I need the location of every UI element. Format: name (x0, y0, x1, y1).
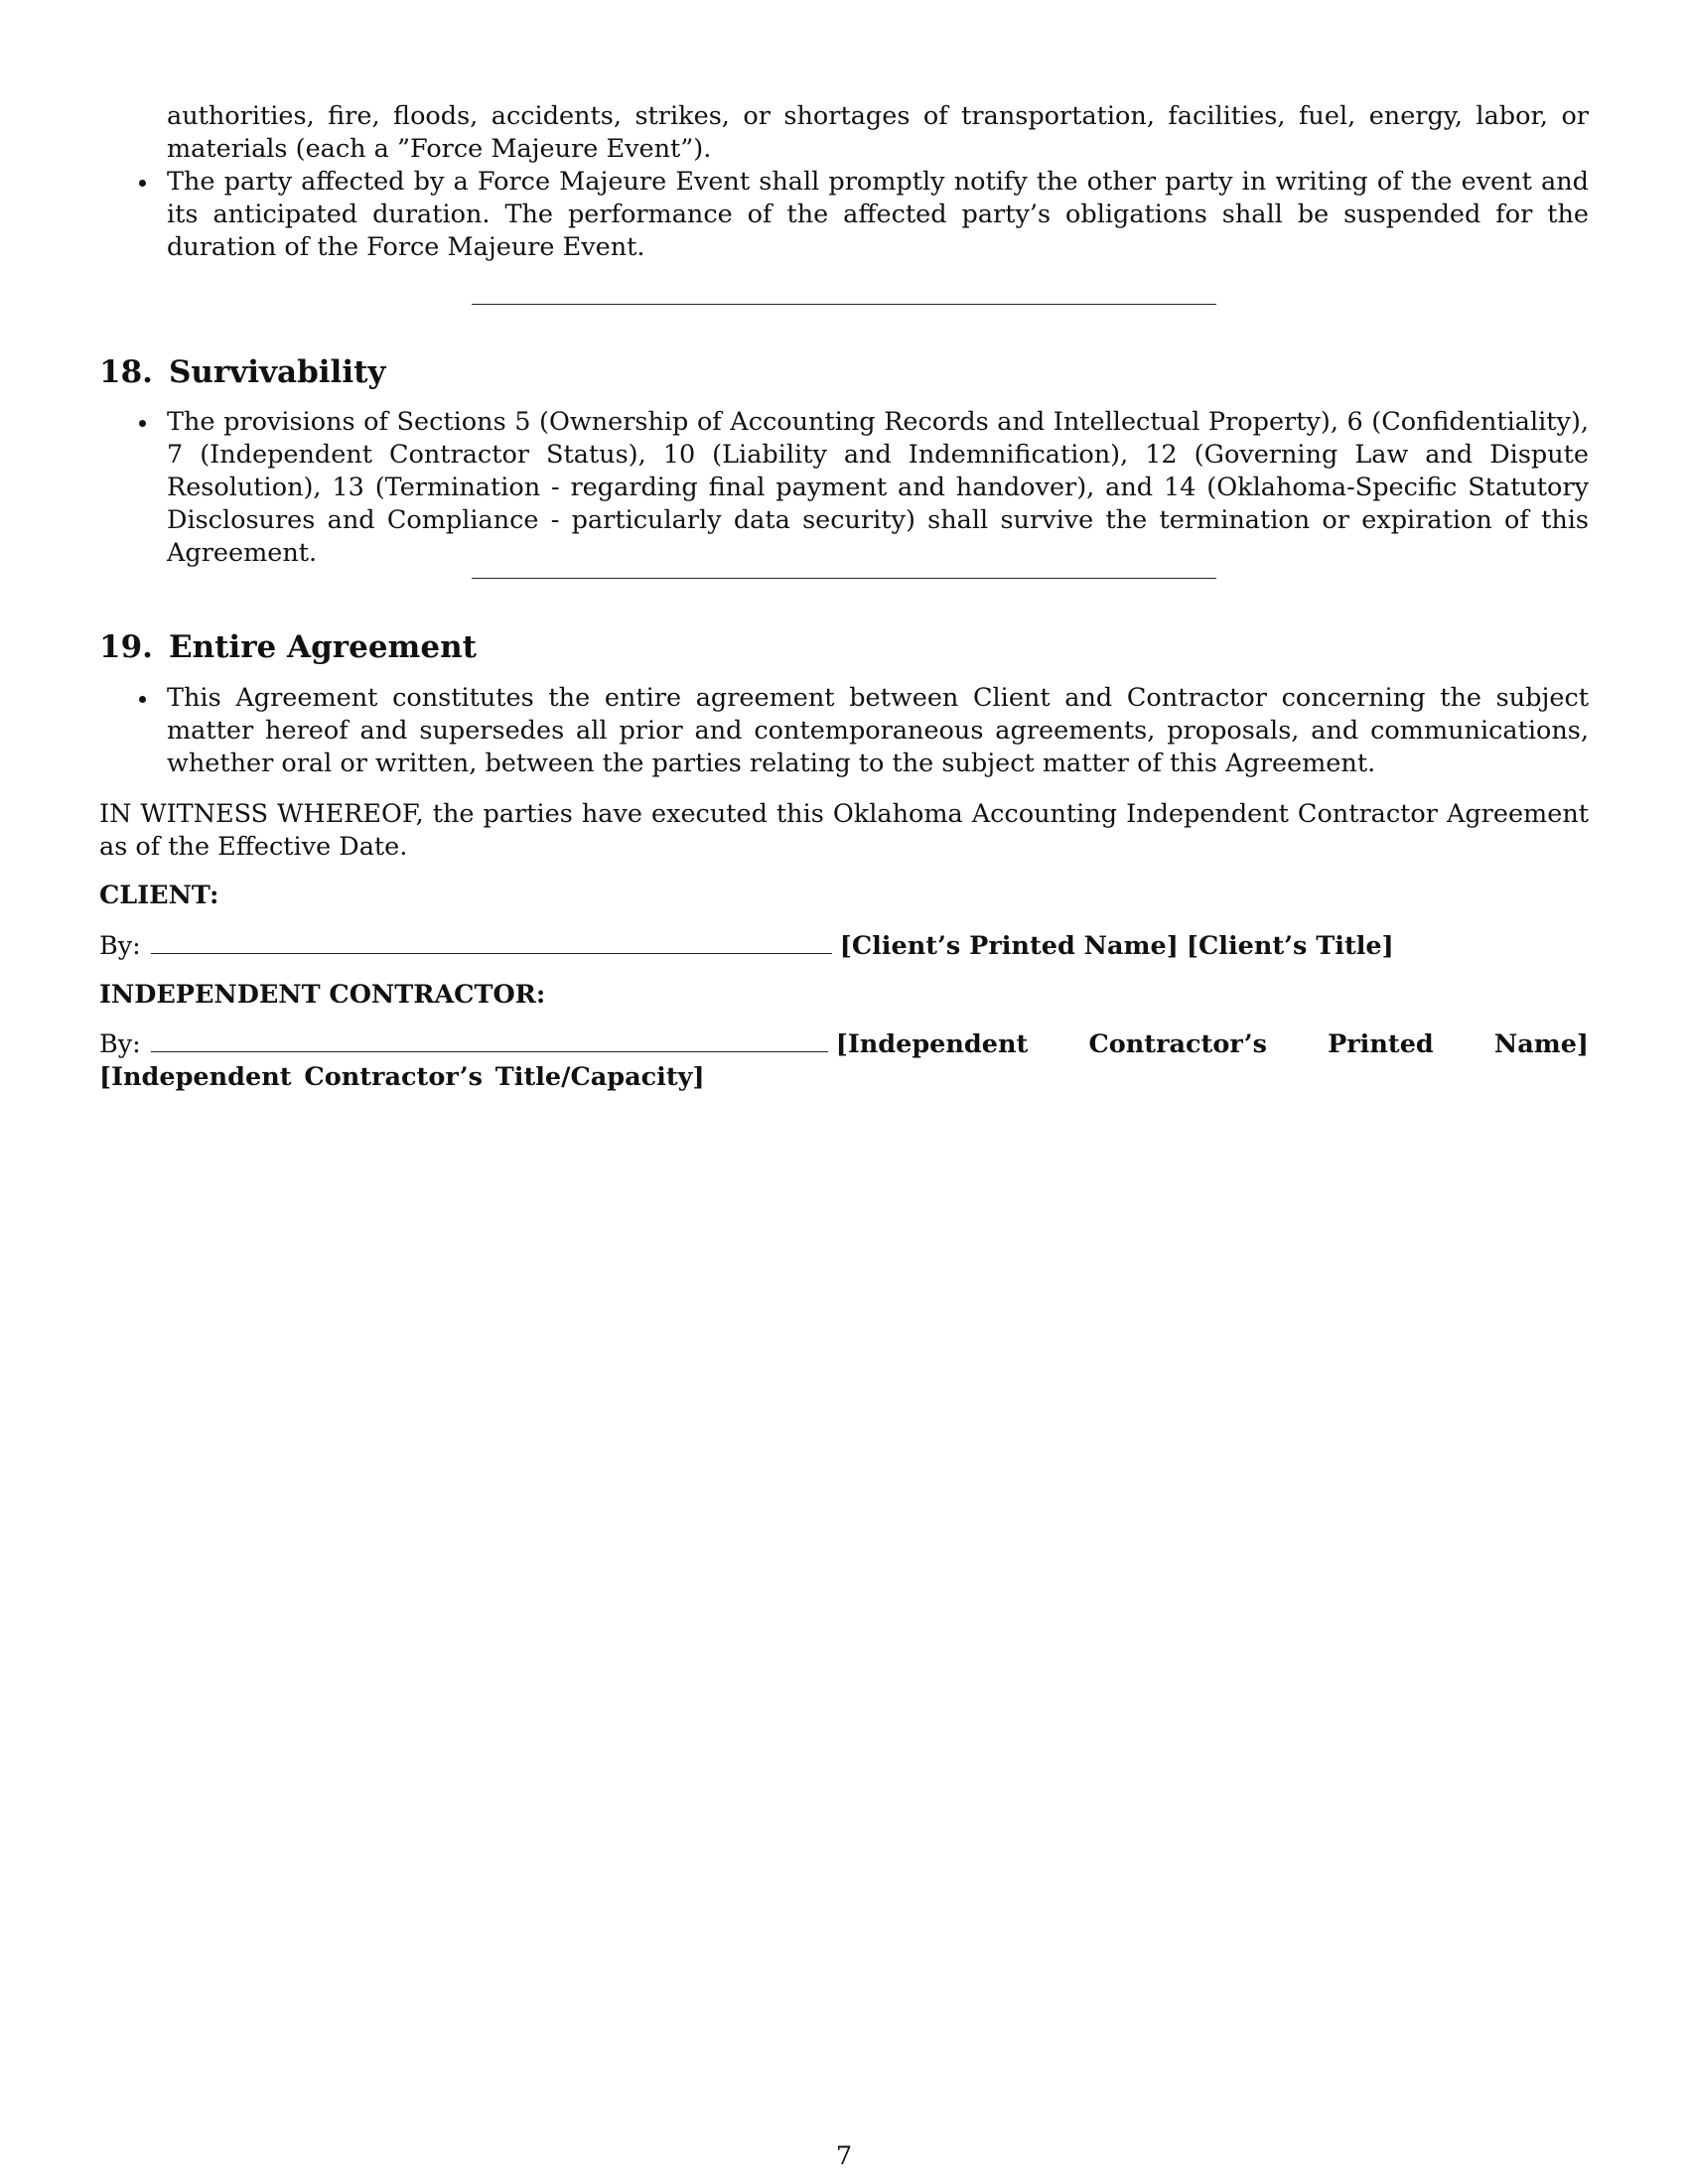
bullet-icon (139, 420, 146, 427)
contractor-label: INDEPENDENT CONTRACTOR: (99, 980, 546, 1010)
page-number: 7 (835, 2141, 853, 2171)
list-item (99, 406, 1589, 570)
section-divider (472, 304, 1216, 305)
section-number: 19. (99, 629, 153, 665)
client-signature-line (99, 930, 1589, 963)
client-printed-name: [Client’s Printed Name] (839, 931, 1179, 961)
client-by-label: By: (99, 931, 141, 961)
section-number: 18. (99, 354, 153, 390)
contractor-title: [Independent Contractor’s Title/Capacity] (99, 1062, 705, 1092)
document-page (99, 0, 1589, 2184)
witness-text: IN WITNESS WHEREOF, the parties have executed this Oklahoma Accounting Independent Contractor Agreement as of the Effective Date. (99, 799, 1589, 862)
bullet-icon (139, 180, 146, 187)
entire-agreement-bullets (99, 682, 1589, 780)
section-heading-entire-agreement (99, 627, 477, 667)
section-title: Entire Agreement (168, 629, 477, 665)
list-item (99, 682, 1589, 780)
section-title: Survivability (168, 354, 386, 390)
contractor-printed-name: [Independent Contractor’s Printed Name] (835, 1029, 1589, 1059)
section-divider (472, 578, 1216, 579)
client-title: [Client’s Title] (1186, 931, 1394, 961)
contractor-by-label: By: (99, 1029, 141, 1059)
force-majeure-continuation (167, 100, 1589, 166)
witness-clause (99, 798, 1589, 864)
contractor-signature-line (99, 1028, 1589, 1094)
contractor-signature-field[interactable] (151, 1029, 828, 1052)
survivability-bullets (99, 406, 1589, 570)
list-item (99, 166, 1589, 264)
client-label: CLIENT: (99, 881, 219, 910)
list-item-text: The provisions of Sections 5 (Ownership of Accounting Records and Intellectual Property), 6 (Confidentiality), 7 (Independent Contractor Status), 10 (Liability and Indemnification), 12 (Governing Law and Dispute Resolution), 13 (Termination - regarding final payment and handover), and 14 (Oklahoma-Specific Statutory Disclosures and Compliance - particularly data security) shall survive the termination or expiration of this Agreement. (167, 407, 1589, 568)
bullet-icon (139, 696, 146, 703)
list-item-text: The party affected by a Force Majeure Event shall promptly notify the other party in writing of the event and its anticipated duration. The performance of the affected party’s obligations shall be suspended for the duration of the Force Majeure Event. (167, 167, 1589, 262)
client-signature-field[interactable] (151, 931, 832, 954)
list-item-text: This Agreement constitutes the entire agreement between Client and Contractor concerning the subject matter hereof and supersedes all prior and contemporaneous agreements, proposals, and communications, whether oral or written, between the parties relating to the subject matter of this Agreement. (167, 683, 1589, 778)
force-majeure-bullets (99, 166, 1589, 264)
section-heading-survivability (99, 352, 385, 392)
continuation-text: authorities, fire, floods, accidents, strikes, or shortages of transportation, facilities, fuel, energy, labor, or materials (each a ”Force Majeure Event”). (167, 101, 1589, 164)
